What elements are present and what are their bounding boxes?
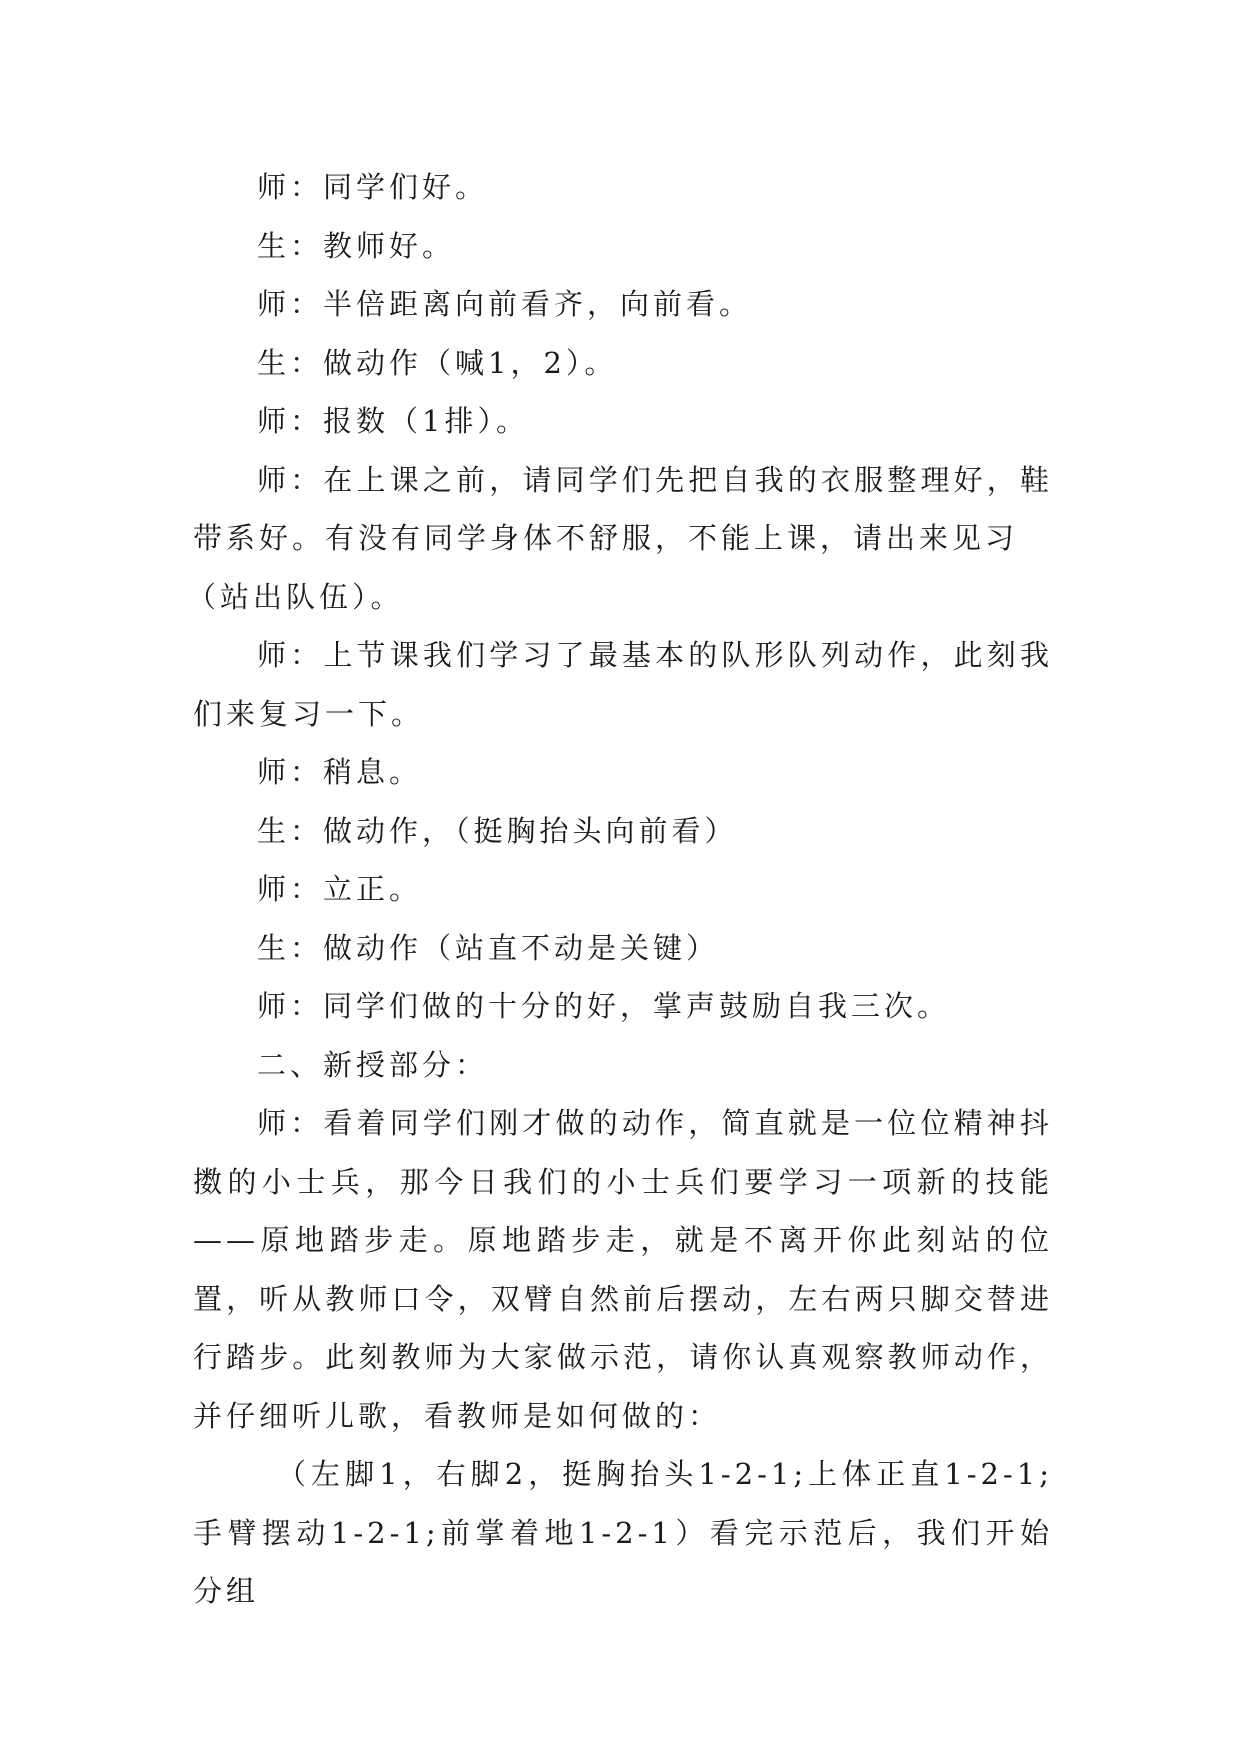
paragraph: 师：上节课我们学习了最基本的队形队列动作，此刻我们来复习一下。 — [193, 638, 1053, 731]
section-heading: 二、新授部分： — [257, 1047, 489, 1082]
paragraph: 师：看着同学们刚才做的动作，简直就是一位位精神抖擞的小士兵，那今日我们的小士兵们要学习一项新的技能——原地踏步走。原地踏步走，就是不离开你此刻站的位置，听从教师口令，双臂自然前后摆动，左右两只脚交替进行踏步。此刻教师为大家做示范，请你认真观察教师动作，并仔细听儿歌，看教师是如何做的： — [193, 1106, 1053, 1433]
paragraph: 生：教师好。 — [257, 228, 456, 263]
paragraph: （站出队伍）。 — [187, 579, 404, 614]
paragraph: 生：做动作（喊1，2）。 — [257, 345, 618, 380]
paragraph: 师：在上课之前，请同学们先把自我的衣服整理好，鞋带系好。有没有同学身体不舒服，不能上课，请出来见习 — [193, 462, 1053, 555]
paragraph: 师：同学们做的十分的好，掌声鼓励自我三次。 — [257, 989, 951, 1023]
paragraph: 师：立正。 — [257, 872, 423, 906]
paragraph: 生：做动作（站直不动是关键） — [257, 930, 720, 965]
paragraph: 师：报数（1排）。 — [257, 404, 529, 438]
paragraph: 生：做动作，（挺胸抬头向前看） — [257, 813, 738, 848]
paragraph: （左脚1，右脚2，挺胸抬头1-2-1;上体正直1-2-1;手臂摆动1-2-1;前掌着地1-2-1）看完示范后，我们开始分组 — [193, 1457, 1053, 1608]
document-body — [187, 158, 1053, 1621]
paragraph: 师：稍息。 — [257, 755, 423, 789]
paragraph: 师：半倍距离向前看齐，向前看。 — [257, 287, 753, 321]
paragraph: 师：同学们好。 — [257, 170, 489, 204]
